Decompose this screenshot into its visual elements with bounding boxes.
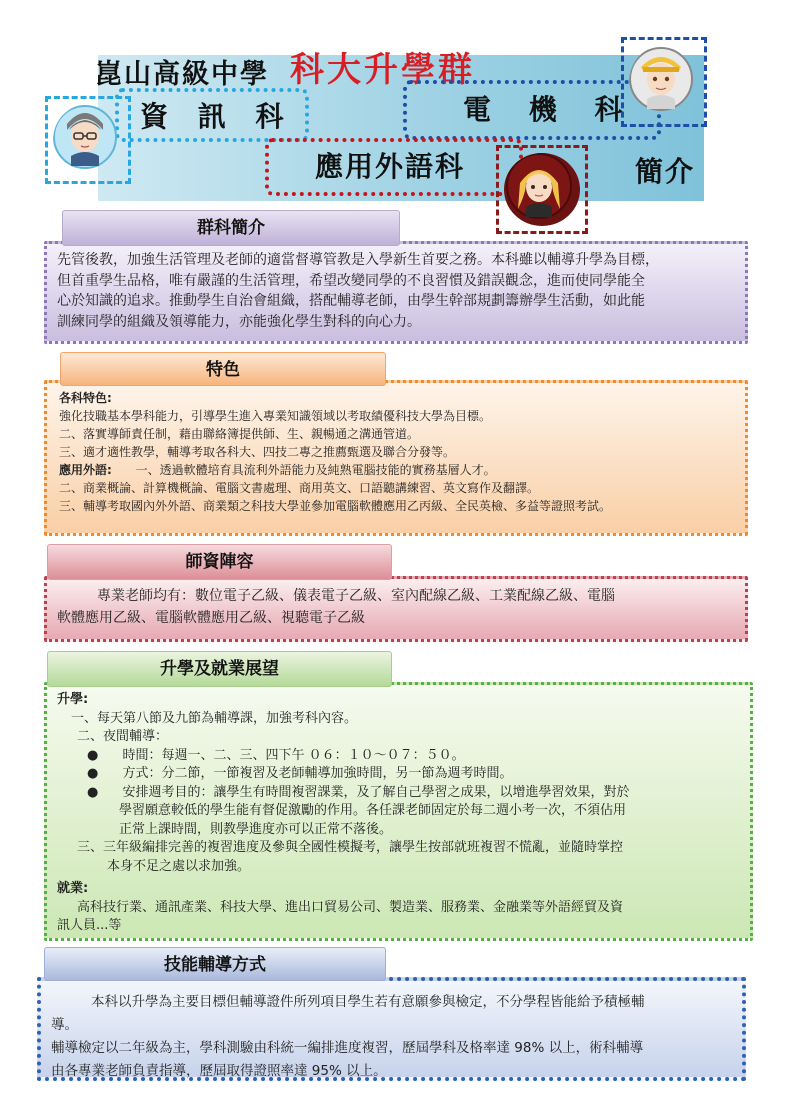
school-name: 崑山高級中學 (95, 59, 269, 90)
features-item: 強化技職基本學科能力，引導學生進入專業知識領域以考取績優科技大學為目標。 (59, 409, 492, 423)
intro-content (44, 241, 748, 344)
features-item: 三、適才適性教學，輔導考取各科大、四技二專之推薦甄選及聯合分發等。 (59, 445, 456, 459)
intro-line: 先管後教，加強生活管理及老師的適當督導管教是入學新生首要之務。本科雖以輔導升學為目標， (57, 252, 659, 268)
study-bullet-cont: 正常上課時間，則教學進度亦可以正常不落後。 (119, 821, 393, 837)
study-item: 三、三年級編排完善的複習進度及參與全國性模擬考，讓學生按部就班複習不慌亂，並隨時掌控 (77, 840, 624, 855)
skills-line: 導。 (51, 1017, 78, 1033)
job-line: 訊人員...等 (57, 918, 122, 933)
faculty-section-title: 師資陣容 (47, 544, 392, 580)
faculty-line: 專業老師均有：數位電子乙級、儀表電子乙級、室內配線乙級、工業配線乙級、電腦 (97, 588, 615, 604)
study-bullet-row (57, 765, 740, 784)
skills-line: 由各專業老師負責指導，歷屆取得證照率達 95% 以上。 (51, 1063, 387, 1079)
lang-mascot-avatar (496, 145, 588, 234)
skills-content (37, 977, 746, 1081)
intro-line: 心於知識的追求。推動學生自治會組織，搭配輔導老師，由學生幹部規劃籌辦學生活動，如此能 (57, 293, 645, 309)
intro-section-title: 群科簡介 (62, 210, 400, 246)
study-item: 一、每天第八節及九節為輔導課，加強考科內容。 (71, 710, 358, 726)
features-section-title: 特色 (60, 352, 386, 386)
intro-line: 但首重學生品格，唯有嚴謹的生活管理，希望改變同學的不良習慣及錯誤觀念，進而使同學能全 (57, 272, 645, 289)
skills-line: 輔導檢定以二年級為主，學科測驗由科統一編排進度複習，歷屆學科及格率達 98% 以上，術科輔導 (51, 1040, 644, 1056)
features-lang-item: 一、透過軟體培育具流利外語能力及純熟電腦技能的實務基層人才。 (135, 463, 496, 477)
prospects-content (44, 682, 753, 941)
skills-line: 本科以升學為主要目標但輔導證件所列項目學生若有意願參與檢定，不分學程皆能給予積極輔 (91, 994, 645, 1010)
mascot-boy-cap-icon (629, 45, 699, 119)
dept-info-label: 資 訊 科 (140, 100, 294, 133)
study-bullet: 時間：每週一、二、三、四下午 ０６：１０～０７：５０。 (122, 747, 465, 763)
skills-section-title: 技能輔導方式 (44, 947, 386, 981)
features-content (44, 380, 748, 536)
bullet-icon: ● (87, 766, 99, 781)
features-lang-item: 三、輔導考取國內外外語、商業類之科技大學並參加電腦軟體應用乙丙級、全民英檢、多益等證照考試。 (59, 499, 612, 513)
features-heading: 各科特色: (59, 391, 112, 405)
prospects-section-title: 升學及就業展望 (47, 651, 392, 687)
study-bullet: 安排週考目的：讓學生有時間複習課業，及了解自己學習之成果，以增進學習效果，對於 (122, 784, 630, 800)
features-lang-row (59, 461, 735, 479)
elec-mascot-avatar (621, 37, 707, 127)
group-title: 科大升學群 (290, 50, 475, 90)
study-item-cont: 本身不足之處以求加強。 (107, 858, 251, 874)
info-mascot-avatar (45, 96, 131, 184)
mascot-boy-glasses-icon (53, 104, 123, 176)
job-line: 高科技行業、通訊產業、科技大學、進出口貿易公司、製造業、服務業、金融業等外語經貿及資 (77, 899, 624, 915)
bullet-icon: ● (87, 747, 99, 763)
dept-lang-label: 應用外語科 (315, 150, 466, 183)
job-label: 就業: (57, 881, 89, 896)
bullet-icon: ● (87, 784, 99, 800)
study-label: 升學: (57, 692, 89, 707)
faculty-content (44, 576, 748, 642)
intro-line: 訓練同學的組織及領導能力，亦能強化學生對科的向心力。 (57, 313, 421, 330)
study-item: 二、夜間輔導： (77, 729, 169, 744)
features-lang-item: 二、商業概論、計算機概論、電腦文書處理、商用英文、口語聽講練習、英文寫作及翻譯。 (59, 481, 540, 495)
dept-elec-label: 電 機 科 (463, 93, 637, 126)
features-item: 二、落實導師責任制，藉由聯絡簿提供師、生、親暢通之溝通管道。 (59, 427, 420, 441)
features-lang-label: 應用外語: (59, 463, 112, 477)
study-bullet-cont: 學習願意較低的學生能有督促激勵的作用。各任課老師固定於每二週小考一次，不須佔用 (119, 803, 627, 818)
mascot-girl-blonde-icon (504, 153, 580, 226)
study-bullet-row (57, 784, 740, 803)
study-bullet: 方式：分二節，一節複習及老師輔導加強時間，另一節為週考時間。 (122, 766, 513, 781)
faculty-line: 軟體應用乙級、電腦軟體應用乙級、視聽電子乙級 (57, 610, 365, 626)
intro-label: 簡介 (635, 155, 696, 188)
study-bullet-row (57, 747, 740, 766)
